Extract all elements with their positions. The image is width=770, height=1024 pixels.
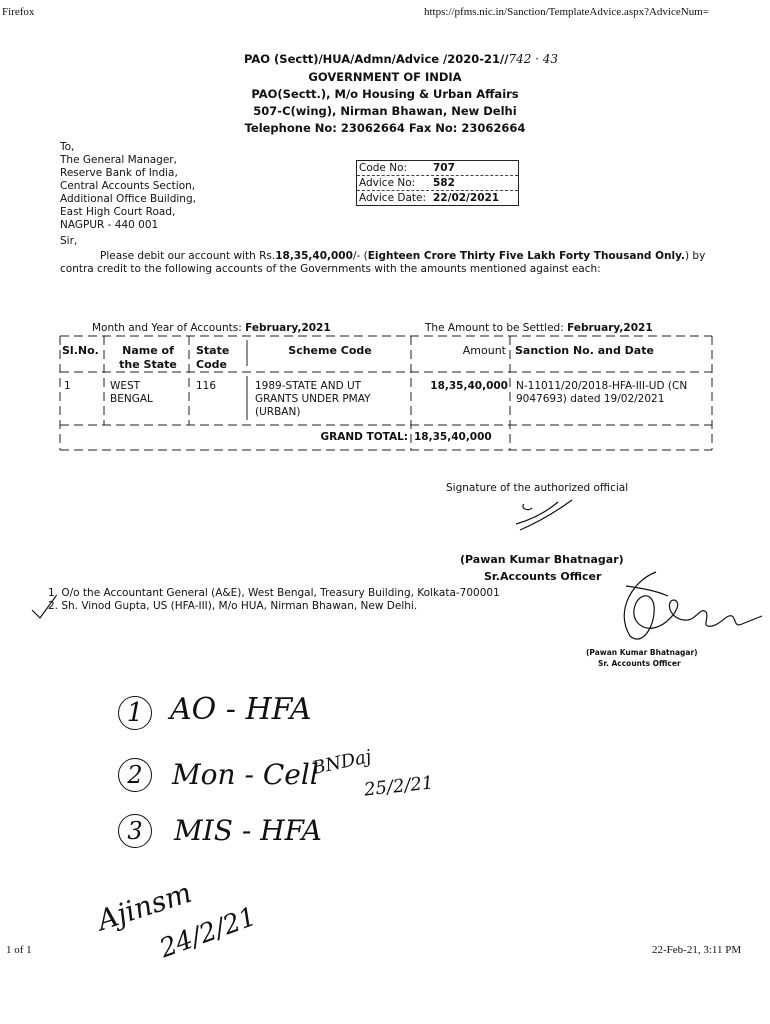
note-ao-hfa: AO - HFA: [170, 692, 312, 727]
advice-label: Advice No:: [359, 177, 416, 189]
header-amount: Amount: [462, 344, 506, 357]
cell-sanction: N-11011/20/2018-HFA-III-UD (CN 9047693) dated 19/02/2021: [516, 380, 688, 405]
signatory-name: (Pawan Kumar Bhatnagar): [460, 553, 624, 566]
note-date: 25/2/21: [363, 772, 435, 801]
para-end: ) by contra credit to the following accounts of the Governments with the amounts mentioned against each:: [60, 250, 706, 275]
addressee-line: Central Accounts Section,: [60, 180, 196, 192]
copy-line-2: 2. Sh. Vinod Gupta, US (HFA-III), M/o HUA, Nirman Bhawan, New Delhi.: [48, 600, 418, 612]
browser-app-name: Firefox: [2, 6, 35, 18]
addressee-line: Reserve Bank of India,: [60, 167, 178, 179]
stamp-designation: Sr. Accounts Officer: [598, 659, 681, 668]
month-label: Month and Year of Accounts:: [92, 322, 242, 334]
salutation: Sir,: [60, 235, 78, 247]
tick-mark-icon: [30, 592, 60, 622]
cell-amount: 18,35,40,000: [430, 380, 508, 392]
copy-line-1: 1. O/o the Accountant General (A&E), West Bengal, Treasury Building, Kolkata-700001: [48, 587, 500, 599]
note-mis-hfa: MIS - HFA: [174, 814, 322, 847]
page-url[interactable]: https://pfms.nic.in/Sanction/TemplateAdvice.aspx?AdviceNum=: [424, 6, 709, 18]
cell-scheme-code: 1989-STATE AND UT GRANTS UNDER PMAY (URBAN): [255, 380, 371, 418]
advice-value: 582: [433, 177, 455, 189]
header-scheme-code: Scheme Code: [288, 344, 372, 357]
grand-total-value: 18,35,40,000: [414, 431, 492, 443]
initials: Ajinsm: [93, 875, 196, 938]
addressee-line: East High Court Road,: [60, 206, 176, 218]
cell-state-name: WEST BENGAL: [110, 380, 153, 405]
office-name: PAO(Sectt.), M/o Housing & Urban Affairs: [251, 87, 519, 101]
header-sanction: Sanction No. and Date: [515, 344, 654, 357]
date-label: Advice Date:: [359, 192, 426, 204]
reference-text: PAO (Sectt)/HUA/Admn/Advice /2020-21//: [244, 52, 509, 66]
para-start: Please debit our account with Rs.: [100, 250, 276, 262]
note-extra: BNDaj: [310, 746, 374, 779]
cell-sl-no: 1: [64, 380, 71, 392]
addressee-line: NAGPUR - 440 001: [60, 219, 159, 231]
amount-in-words: Eighteen Crore Thirty Five Lakh Forty Thousand Only.: [367, 250, 685, 262]
page-count: 1 of 1: [6, 944, 32, 956]
note-number-1: 1: [118, 696, 152, 730]
signature-caption: Signature of the authorized official: [446, 482, 629, 494]
officer-signature-icon: [596, 566, 766, 648]
signatory-designation: Sr.Accounts Officer: [484, 570, 602, 583]
note-mon-cell: Mon - Cell: [172, 758, 319, 791]
cell-state-code: 116: [196, 380, 217, 392]
code-value: 707: [433, 162, 455, 174]
date-value: 22/02/2021: [433, 192, 500, 204]
signature-mark-icon: [510, 494, 580, 538]
grand-total-label: GRAND TOTAL:: [320, 431, 408, 443]
initials-date: 24/2/21: [155, 901, 261, 965]
settle-value: February,2021: [567, 322, 653, 334]
debit-amount: 18,35,40,000: [275, 250, 353, 262]
code-label: Code No:: [359, 162, 408, 174]
settle-label: The Amount to be Settled:: [425, 322, 564, 334]
addressee-line: Additional Office Building,: [60, 193, 196, 205]
note-number-2: 2: [118, 758, 152, 792]
office-address: 507-C(wing), Nirman Bhawan, New Delhi: [253, 104, 517, 118]
header-state-code: State Code: [196, 344, 230, 371]
to-line: To,: [60, 141, 75, 153]
para-mid: /- (: [352, 250, 368, 262]
month-value: February,2021: [245, 322, 331, 334]
govt-title: GOVERNMENT OF INDIA: [308, 70, 462, 84]
header-state-name: Name of the State: [119, 344, 177, 371]
stamp-name: (Pawan Kumar Bhatnagar): [586, 648, 698, 657]
addressee-line: The General Manager,: [60, 154, 177, 166]
telephone-line: Telephone No: 23062664 Fax No: 23062664: [244, 121, 526, 135]
print-timestamp: 22-Feb-21, 3:11 PM: [652, 944, 742, 956]
note-number-3: 3: [118, 814, 152, 848]
reference-handwritten: 742 · 43: [508, 52, 559, 66]
header-sl-no: Sl.No.: [62, 344, 99, 357]
